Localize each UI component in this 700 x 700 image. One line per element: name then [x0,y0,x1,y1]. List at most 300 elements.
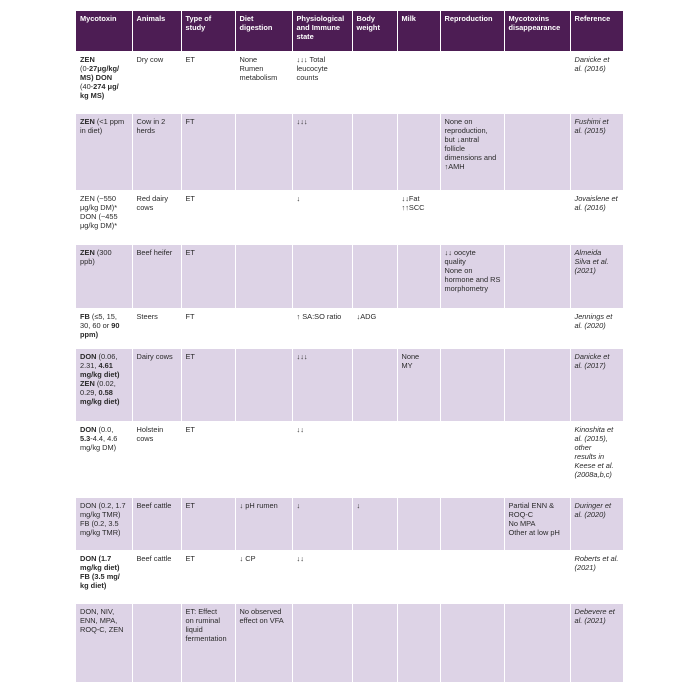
cell-text-line [80,212,129,221]
cell-text: but ↓antral [444,135,480,145]
cell-reference [570,498,623,551]
cell-text-line [575,470,621,479]
cell-text-line [80,330,129,339]
cell-diet-digestion [235,309,292,349]
cell-text-line [137,203,178,212]
cell-text: ET [185,425,195,434]
cell-milk [397,349,440,422]
cell-text: leucocyte [296,64,328,74]
cell-text-line [575,554,621,563]
cell-text-line [80,554,129,563]
table-row [76,551,623,604]
cell-text-line [80,528,129,537]
cell-text-line [80,257,129,266]
cell-animals [132,114,181,191]
cell-animals [132,551,181,604]
cell-text-line [445,284,501,293]
cell-text-line [509,501,567,510]
cell-text: ↓↓ [296,554,304,563]
cell-reproduction [440,309,504,349]
cell-text: 4.61 [98,361,113,371]
cell-text: DON (0.2, 1.7 [80,501,126,510]
cell-text: (0- [80,64,90,74]
cell-reproduction [440,114,504,191]
cell-text: μg/kg DM)* [80,221,118,231]
cell-text-line [80,501,129,510]
cell-animals [132,245,181,309]
cell-text: ↓↓↓ [296,352,308,361]
cell-text-line [575,64,621,73]
cell-text: μg/kg/ [97,64,120,74]
cell-text: (2008a,b,c) [574,470,612,480]
cell-text: in diet) [80,126,103,136]
header-text-line: Mycotoxins [508,14,550,23]
column-header-physiological-immune-state [292,11,352,52]
cell-text-line [297,554,349,563]
cell-physiological-immune-state [292,245,352,309]
cell-text-line [575,257,621,266]
cell-text-line [80,203,129,212]
cell-mycotoxin [76,422,132,498]
cell-text: None on [444,117,473,126]
cell-text-line [137,248,178,257]
cell-mycotoxins-disappearance [504,604,570,682]
cell-animals [132,52,181,114]
cell-text: al. (2020) [574,510,606,520]
cell-text-line [240,554,289,563]
cell-text-line [575,117,621,126]
cell-text: other [574,443,592,453]
cell-mycotoxin [76,191,132,245]
cell-text-line [80,397,129,406]
cell-text: ET [185,248,195,257]
cell-text: MS) [80,73,94,83]
cell-text: Jovaislene et [574,194,618,203]
cell-text: (40- [80,82,94,92]
cell-text-line [80,91,129,100]
header-text-line: Milk [401,14,416,23]
cell-text: No MPA [508,519,536,529]
cell-text-line [445,162,501,171]
cell-body-weight [352,604,397,682]
cell-text: Rumen [239,64,264,74]
cell-text: al. (2015), [574,434,608,444]
cell-diet-digestion [235,349,292,422]
cell-mycotoxins-disappearance [504,52,570,114]
cell-text-line [445,257,501,266]
cell-text: ET: Effect [185,607,217,616]
column-header-type-of-study [181,11,235,52]
cell-animals [132,349,181,422]
cell-mycotoxins-disappearance [504,349,570,422]
cell-body-weight [352,498,397,551]
cell-text: ppm) [80,330,99,340]
cell-type-of-study [181,498,235,551]
cell-mycotoxin [76,349,132,422]
cell-text-line [80,370,129,379]
cell-text-line [186,312,232,321]
cell-text: Steers [136,312,158,321]
cell-text: Roberts et al. [574,554,619,563]
column-header-milk [397,11,440,52]
cell-diet-digestion [235,52,292,114]
cell-text: FB (3.5 mg/ [80,572,120,582]
cell-reference [570,309,623,349]
cell-diet-digestion [235,551,292,604]
cell-text-line [80,581,129,590]
cell-text: al. (2015) [574,126,606,136]
cell-text: Kinoshita et [574,425,614,434]
cell-milk [397,245,440,309]
cell-text-line [575,248,621,257]
table-header-row [76,11,623,52]
cell-text: al. (2016) [574,203,606,213]
cell-text: mg/kg DM) [80,443,117,453]
cell-text-line [80,221,129,230]
cell-text-line [575,321,621,330]
cell-text: ↑AMH [444,162,465,172]
cell-milk [397,498,440,551]
column-header-mycotoxin [76,11,132,52]
cell-animals [132,498,181,551]
cell-text-line [80,519,129,528]
cell-text-line [575,563,621,572]
cell-diet-digestion [235,191,292,245]
cell-physiological-immune-state [292,604,352,682]
cell-text: ↓↓Fat [401,194,420,203]
cell-text: 27 [89,64,98,74]
cell-text-line [137,126,178,135]
cell-reproduction [440,191,504,245]
cell-text-line [445,135,501,144]
cell-text-line [186,607,232,616]
cell-text-line [137,425,178,434]
cell-text-line [80,425,129,434]
cell-text-line [402,352,437,361]
cell-text-line [240,607,289,616]
cell-body-weight [352,309,397,349]
cell-text: morphometry [444,284,489,294]
cell-text-line [575,501,621,510]
cell-text-line [575,452,621,461]
cell-type-of-study [181,114,235,191]
cell-text-line [575,55,621,64]
cell-text-line [445,248,501,257]
cell-text-line [137,55,178,64]
column-header-diet-digestion [235,11,292,52]
cell-text: (2021) [574,266,596,276]
cell-text: ZEN [80,248,95,257]
cell-reproduction [440,52,504,114]
cell-text-line [80,434,129,443]
cell-text: ROQ-C [508,510,534,520]
cell-text: dimensions and [444,153,497,163]
header-text-line: digestion [239,23,273,33]
table-row [76,498,623,551]
cell-text: Partial ENN & [508,501,555,510]
cell-text: (0.0, [96,425,114,434]
cell-text: quality [444,257,466,267]
cell-text-line [80,117,129,126]
header-text-line: disappearance [508,23,561,33]
header-text-line: Reference [574,14,611,23]
table-row [76,52,623,114]
cell-text: Beef cattle [136,501,172,510]
cell-body-weight [352,191,397,245]
cell-text-line [80,616,129,625]
cell-animals [132,309,181,349]
cell-text: None [239,55,258,64]
cell-text-line [445,126,501,135]
cell-text-line [80,126,129,135]
cell-text-line [137,352,178,361]
table-row [76,114,623,191]
cell-text-line [575,203,621,212]
cell-text: -4.4, 4.6 [90,434,118,444]
cell-mycotoxin [76,114,132,191]
cell-text-line [186,117,232,126]
cell-text: ↓ [296,194,301,203]
table-row [76,191,623,245]
cell-text: cows [136,203,154,213]
cell-type-of-study [181,551,235,604]
cell-text: 0.58 [98,388,113,398]
cell-text-line [137,501,178,510]
cell-text-line [240,64,289,73]
cell-physiological-immune-state [292,52,352,114]
cell-text-line [575,126,621,135]
cell-text: mg/kg diet) [80,563,120,573]
cell-reference [570,245,623,309]
cell-text-line [445,117,501,126]
header-text-line: Reproduction [444,14,493,23]
cell-text-line [575,425,621,434]
header-text-line: and Immune [296,23,341,33]
cell-text: ZEN [80,379,95,389]
cell-text-line [445,144,501,153]
cell-text: ↓ pH rumen [239,501,278,510]
cell-text-line [80,64,129,73]
cell-milk [397,309,440,349]
cell-text-line [297,501,349,510]
cell-text: ZEN (~550 [80,194,116,203]
cell-text-line [80,510,129,519]
cell-diet-digestion [235,114,292,191]
cell-physiological-immune-state [292,191,352,245]
cell-mycotoxin [76,245,132,309]
cell-text: ENN, MPA, [80,616,118,626]
cell-text: Beef heifer [136,248,173,257]
cell-body-weight [352,422,397,498]
cell-text: FB (0.2, 3.5 [80,519,119,529]
table-row [76,245,623,309]
cell-text-line [186,616,232,625]
cell-text: ET [185,501,195,510]
cell-mycotoxins-disappearance [504,245,570,309]
cell-milk [397,604,440,682]
header-text-line: Diet [239,14,254,23]
cell-text: al. (2020) [574,321,606,331]
cell-text: mg/kg diet) [80,397,120,407]
cell-reproduction [440,422,504,498]
cell-text-line [297,64,349,73]
cell-body-weight [352,349,397,422]
cell-text: effect on VFA [239,616,284,626]
cell-text-line [402,194,437,203]
cell-text-line [186,625,232,634]
cell-text: Danicke et [574,55,610,64]
cell-text-line [575,266,621,275]
cell-type-of-study [181,349,235,422]
cell-text-line [297,425,349,434]
cell-text: ↓ [296,501,301,510]
cell-text: Debevere et [574,607,615,616]
cell-text: Duringer et [574,501,612,510]
header-text-line: weight [356,23,380,33]
cell-text-line [137,117,178,126]
cell-text: ↓ CP [239,554,256,563]
table-page [76,11,623,682]
cell-text: DON [80,425,97,434]
cell-type-of-study [181,604,235,682]
cell-body-weight [352,114,397,191]
cell-text: (0.02, [94,379,116,389]
header-text-line: Physiological [296,14,345,23]
cell-text-line [297,312,349,321]
cell-text-line [80,194,129,203]
cell-type-of-study [181,309,235,349]
cell-text-line [186,248,232,257]
cell-text: FT [185,312,195,321]
cell-text-line [240,501,289,510]
table-row [76,349,623,422]
cell-mycotoxin [76,52,132,114]
cell-text: ZEN [80,55,95,64]
cell-type-of-study [181,191,235,245]
cell-text-line [137,434,178,443]
cell-text: μg/kg DM)* [80,203,118,213]
cell-text: 2.31, [80,361,99,371]
cell-text: 0.29, [80,388,99,398]
cell-type-of-study [181,52,235,114]
cell-text-line [402,203,437,212]
cell-text-line [445,266,501,275]
cell-text: (≤5, 15, [89,312,117,321]
cell-physiological-immune-state [292,309,352,349]
cell-text-line [186,352,232,361]
cell-text: DON (~455 [80,212,118,222]
cell-milk [397,114,440,191]
cell-diet-digestion [235,604,292,682]
cell-text: al. (2021) [574,616,606,626]
cell-text: ↓↓↓ [296,117,308,126]
cell-text-line [80,55,129,64]
cell-text: reproduction, [444,126,488,136]
cell-type-of-study [181,245,235,309]
cell-text-line [509,519,567,528]
cell-text: Silva et al. [574,257,609,267]
cell-text: Beef cattle [136,554,172,563]
cell-text: DON [80,352,97,361]
cell-text-line [445,153,501,162]
cell-text-line [80,607,129,616]
cell-text: Dry cow [136,55,164,64]
cell-mycotoxin [76,309,132,349]
cell-physiological-immune-state [292,498,352,551]
table-row [76,604,623,682]
cell-text-line [80,312,129,321]
cell-text: 90 [111,321,120,331]
cell-reference [570,52,623,114]
cell-text-line [297,55,349,64]
cell-text-line [357,501,394,510]
cell-text: follicle [444,144,466,154]
cell-text: Dairy cows [136,352,173,361]
header-text-line: study [185,23,206,33]
cell-text-line [80,73,129,82]
cell-milk [397,551,440,604]
cell-text-line [297,117,349,126]
cell-physiological-immune-state [292,114,352,191]
cell-text-line [297,194,349,203]
cell-text-line [80,563,129,572]
header-text-line: Mycotoxin [80,14,117,23]
cell-text-line [240,55,289,64]
cell-text: ↓↓↓ Total [296,55,326,64]
cell-physiological-immune-state [292,349,352,422]
cell-text: μg/ [105,82,119,92]
cell-text-line [186,425,232,434]
cell-text: al. (2017) [574,361,606,371]
cell-text: Almeida [574,248,602,257]
cell-text-line [240,616,289,625]
cell-text: ↓↓ oocyte [444,248,476,257]
cell-text: ↓ADG [356,312,377,321]
cell-text-line [575,461,621,470]
cell-diet-digestion [235,422,292,498]
cell-text: mg/kg diet) [80,370,120,380]
cell-physiological-immune-state [292,551,352,604]
cell-text: liquid [185,625,203,635]
cell-body-weight [352,52,397,114]
header-text-line: Body [356,14,375,23]
cell-text: None [401,352,420,361]
column-header-reference [570,11,623,52]
header-text-line: Animals [136,14,166,23]
cell-body-weight [352,245,397,309]
cell-mycotoxin [76,604,132,682]
cell-text: cows [136,434,154,444]
cell-text: Fushimi et [574,117,609,126]
cell-text: ↓ [356,501,361,510]
cell-mycotoxins-disappearance [504,422,570,498]
cell-text: (<1 ppm [94,117,125,126]
cell-text: mg/kg TMR) [80,510,121,520]
cell-text: FT [185,117,195,126]
cell-text: ET [185,194,195,203]
cell-text-line [402,361,437,370]
cell-text: mg/kg TMR) [80,528,121,538]
cell-text: MY [401,361,413,371]
cell-text: (300 [94,248,112,257]
cell-text: kg diet) [80,581,107,591]
cell-type-of-study [181,422,235,498]
cell-text: 30, 60 or [80,321,112,331]
cell-text-line [575,607,621,616]
cell-text-line [509,510,567,519]
cell-text-line [80,352,129,361]
cell-text: results in [574,452,605,462]
